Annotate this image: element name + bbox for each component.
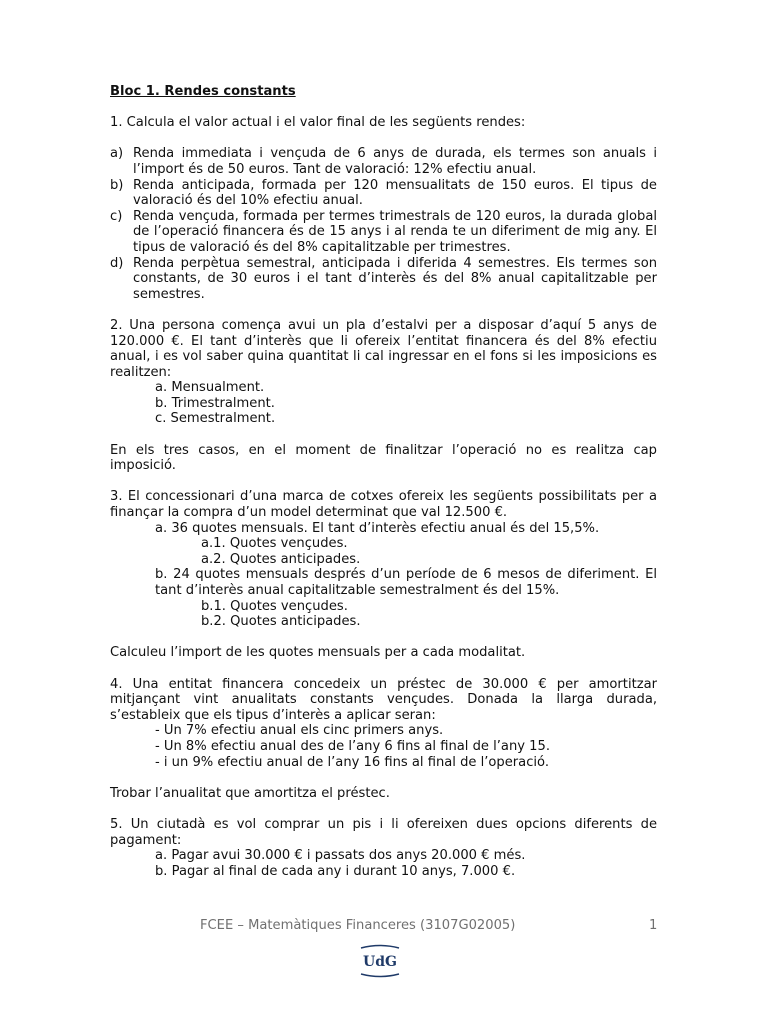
q3-option-a2: a.2. Quotes anticipades. [201,551,361,567]
q5-intro: 5. Un ciutadà es vol comprar un pis i li ofereixen dues opcions diferents de pagament: [110,816,657,848]
udg-logo [358,943,402,979]
q1-item-a-marker: a) [110,146,124,162]
q4-intro: 4. Una entitat financera concedeix un préstec de 30.000 € per amortitzar mitjançant vint anualitats constants vençudes. Donada la llarga durada, s’estableix que els tipus d’interès a aplicar seran: [110,676,657,723]
q3-option-a1: a.1. Quotes vençudes. [201,536,348,552]
q1-item-d [110,256,657,303]
q3-intro: 3. El concessionari d’una marca de cotxes ofereix les següents possibilitats per a finançar la compra d’un model determinat que val 12.500 €. [110,489,657,521]
q3-closing: Calculeu l’import de les quotes mensuals per a cada modalitat. [110,645,526,661]
q1-intro: 1. Calcula el valor actual i el valor final de les següents rendes: [110,115,526,131]
q3-option-a: a. 36 quotes mensuals. El tant d’interès efectiu anual és del 15,5%. [155,520,600,536]
q4-rate-1: - Un 7% efectiu anual els cinc primers anys. [155,723,444,739]
q1-item-c-text: Renda vençuda, formada per termes trimestrals de 120 euros, la durada global de l’operació financera és de 15 anys i al renda te un diferiment de mig any. El tipus de valoració és del 8% capitalitzable per trimestres. [133,208,657,255]
q3-option-b2: b.2. Quotes anticipades. [201,614,361,630]
q3-option-b1: b.1. Quotes vençudes. [201,598,348,614]
q1-item-a-text: Renda immediata i vençuda de 6 anys de durada, els termes son anuals i l’import és de 50 euros. Tant de valoració: 12% efectiu anual. [133,146,657,177]
q1-item-b-marker: b) [110,177,124,193]
q1-list [110,146,657,302]
document-page [110,84,657,879]
q5-option-a: a. Pagar avui 30.000 € i passats dos anys 20.000 € més. [155,848,526,864]
q2-option-a: a. Mensualment. [155,380,265,396]
q1-item-a [110,146,657,177]
q2-intro: 2. Una persona comença avui un pla d’estalvi per a disposar d’aquí 5 anys de 120.000 €. El tant d’interès que li ofereix l’entitat financera és del 8% efectiu anual, i es vol saber quina quantitat li cal ingressar en el fons si les imposicions es realitzen: [110,317,657,380]
q4-closing: Trobar l’anualitat que amortitza el préstec. [110,785,390,801]
q1-item-b [110,178,657,209]
section-title: Bloc 1. Rendes constants [110,84,296,99]
q1-item-d-text: Renda perpètua semestral, anticipada i diferida 4 semestres. Els termes son constants, de 30 euros i el tant d’interès és del 8% anual capitalitzable per semestres. [133,255,657,302]
q4-rate-2: - Un 8% efectiu anual des de l’any 6 fins al final de l’any 15. [155,738,550,754]
logo-text: UdG [363,954,397,970]
q1-item-b-text: Renda anticipada, formada per 120 mensualitats de 150 euros. El tipus de valoració és del 10% efectiu anual. [133,177,657,209]
q2-option-c: c. Semestralment. [155,411,276,427]
q2-note: En els tres casos, en el moment de finalitzar l’operació no es realitza cap imposició. [110,442,657,474]
q1-item-d-marker: d) [110,255,124,271]
page-number: 1 [649,918,658,933]
q1-item-c [110,209,657,256]
q4-rate-3: - i un 9% efectiu anual de l’any 16 fins al final de l’operació. [155,754,549,770]
q2-option-b: b. Trimestralment. [155,395,275,411]
q5-option-b: b. Pagar al final de cada any i durant 10 anys, 7.000 €. [155,863,516,879]
q3-option-b: b. 24 quotes mensuals després d’un període de 6 mesos de diferiment. El tant d’interès anual capitalitzable semestralment és del 15%. [155,567,657,598]
q1-item-c-marker: c) [110,208,123,224]
footer-text: FCEE – Matemàtiques Financeres (3107G02005) [200,918,516,933]
